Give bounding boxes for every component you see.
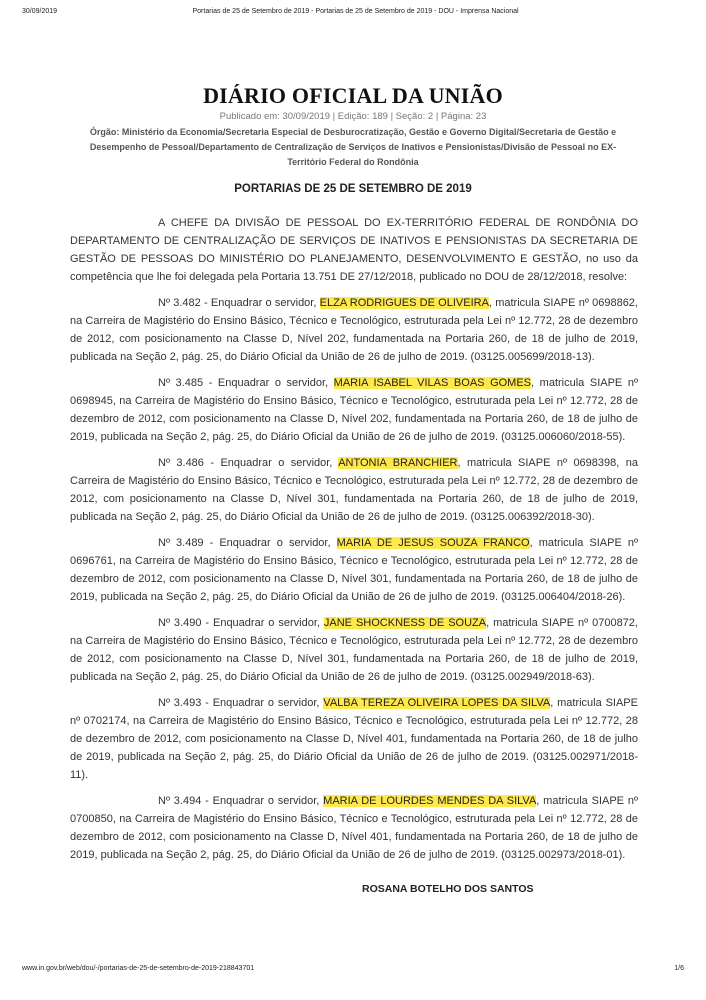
orgao: Órgão: Ministério da Economia/Secretaria Especial de Desburocratização, Gestão e Governo Digital/Secretaria de Gestão e Desempenho de Pessoal/Departamento de Centralização de Serviços de Inativos e Pensionistas/Divisão de Pessoal no EX-Território Federal do Rondônia [89,127,617,167]
spacer [22,896,684,965]
item-text: , matricula SIAPE nº 0698862, na Carreira de Magistério do Ensino Básico, Técnico e Tecnológico, estruturada pela Lei nº 12.772, 28 de dezembro de 2012, com posicionamento na Classe D, Nível 202, fundamentada na Portaria 260, de 18 de julho de 2019, publicada na Seção 2, pág. 25, do Diário Oficial da União de 26 de julho de 2019. (03125.005699/2018-13). [70,297,638,363]
print-url: www.in.gov.br/web/dou/-/portarias-de-25-de-setembro-de-2019-218843701 [22,965,255,972]
portaria-item [70,534,638,606]
item-text: , matricula SIAPE nº 0702174, na Carreira de Magistério do Ensino Básico, Técnico e Tecnológico, estruturada pela Lei nº 12.772, 28 de dezembro de 2012, com posicionamento na Classe D, Nível 401, fundamentada na Portaria 260, de 18 de julho de 2019, publicada na Seção 2, pág. 25, do Diário Oficial da União de 26 de julho de 2019. (03125.002971/2018-11). [70,697,638,781]
document-heading: PORTARIAS DE 25 DE SETEMBRO DE 2019 [234,183,472,195]
highlighted-name: MARIA ISABEL VILAS BOAS GOMES [333,377,532,389]
highlighted-name: MARIA DE JESUS SOUZA FRANCO [336,537,530,549]
print-title: Portarias de 25 de Setembro de 2019 - Portarias de 25 de Setembro de 2019 - DOU - Imprensa Nacional [192,8,519,15]
highlighted-name: ANTONIA BRANCHIER [338,457,458,469]
item-prefix: Nº 3.493 - Enquadrar o servidor, [158,697,324,709]
item-prefix: Nº 3.486 - Enquadrar o servidor, [158,457,339,469]
item-prefix: Nº 3.482 - Enquadrar o servidor, [158,297,320,309]
portaria-item [70,294,638,366]
preamble: A CHEFE DA DIVISÃO DE PESSOAL DO EX-TERRITÓRIO FEDERAL DE RONDÔNIA DO DEPARTAMENTO DE CENTRALIZAÇÃO DE SERVIÇOS DE INATIVOS E PENSIONISTAS DA SECRETARIA DE GESTÃO DE PESSOAS DO MINISTÉRIO DO PLANEJAMENTO, DESENVOLVIMENTO E GESTÃO, no uso da competência que lhe foi delegada pela Portaria 13.751 DE 27/12/2018, publicado no DOU de 28/12/2018, resolve: [70,217,638,283]
highlighted-name: ELZA RODRIGUES DE OLIVEIRA [319,297,489,309]
page-number: 1/6 [674,965,684,972]
portaria-item [70,614,638,686]
portaria-item [70,694,638,784]
masthead: DIÁRIO OFICIAL DA UNIÃO [203,83,503,108]
portaria-item [70,792,638,864]
item-text: , matricula SIAPE nº 0698945, na Carreira de Magistério do Ensino Básico, Técnico e Tecnológico, estruturada pela Lei nº 12.772, 28 de dezembro de 2012, com posicionamento na Classe D, Nível 202, fundamentada na Portaria 260, de 18 de julho de 2019, publicada na Seção 2, pág. 25, do Diário Oficial da União de 26 de julho de 2019. (03125.006060/2018-55). [70,377,638,443]
item-text: , matricula SIAPE nº 0700872, na Carreira de Magistério do Ensino Básico, Técnico e Tecnológico, estruturada pela Lei nº 12.772, 28 de dezembro de 2012, com posicionamento na Classe D, Nível 301, fundamentada na Portaria 260, de 18 de julho de 2019, publicada na Seção 2, pág. 25, do Diário Oficial da União de 26 de julho de 2019. (03125.002949/2018-63). [70,617,638,683]
publication-info: Publicado em: 30/09/2019 | Edição: 189 | Seção: 2 | Página: 23 [219,111,487,122]
print-footer [22,965,684,972]
highlighted-name: MARIA DE LOURDES MENDES DA SILVA [323,795,537,807]
item-text: , matricula SIAPE nº 0698398, na Carreira de Magistério do Ensino Básico, Técnico e Tecnológico, estruturada pela Lei nº 12.772, 28 de dezembro de 2012, com posicionamento na Classe D, Nível 301, fundamentada na Portaria 260, de 18 de julho de 2019, publicada na Seção 2, pág. 25, do Diário Oficial da União de 26 de julho de 2019. (03125.006392/2018-30). [70,457,638,523]
item-prefix: Nº 3.490 - Enquadrar o servidor, [158,617,324,629]
item-prefix: Nº 3.489 - Enquadrar o servidor, [158,537,337,549]
item-prefix: Nº 3.485 - Enquadrar o servidor, [158,377,334,389]
item-text: , matricula SIAPE nº 0696761, na Carreira de Magistério do Ensino Básico, Técnico e Tecnológico, estruturada pela Lei nº 12.772, 28 de dezembro de 2012, com posicionamento na Classe D, Nível 301, fundamentada na Portaria 260, de 18 de julho de 2019, publicada na Seção 2, pág. 25, do Diário Oficial da União de 26 de julho de 2019. (03125.006404/2018-26). [70,537,638,603]
print-header [22,8,684,15]
signature: ROSANA BOTELHO DOS SANTOS [362,883,534,895]
document-body [70,214,638,872]
highlighted-name: VALBA TEREZA OLIVEIRA LOPES DA SILVA [323,697,551,709]
highlighted-name: JANE SHOCKNESS DE SOUZA [323,617,487,629]
portaria-item [70,374,638,446]
item-prefix: Nº 3.494 - Enquadrar o servidor, [158,795,324,807]
print-date: 30/09/2019 [22,8,58,15]
item-text: , matricula SIAPE nº 0700850, na Carreira de Magistério do Ensino Básico, Técnico e Tecnológico, estruturada pela Lei nº 12.772, 28 de dezembro de 2012, com posicionamento na Classe D, Nível 401, fundamentada na Portaria 260, de 18 de julho de 2019, publicada na Seção 2, pág. 25, do Diário Oficial da União de 26 de julho de 2019. (03125.002973/2018-01). [70,795,638,861]
portaria-item [70,454,638,526]
